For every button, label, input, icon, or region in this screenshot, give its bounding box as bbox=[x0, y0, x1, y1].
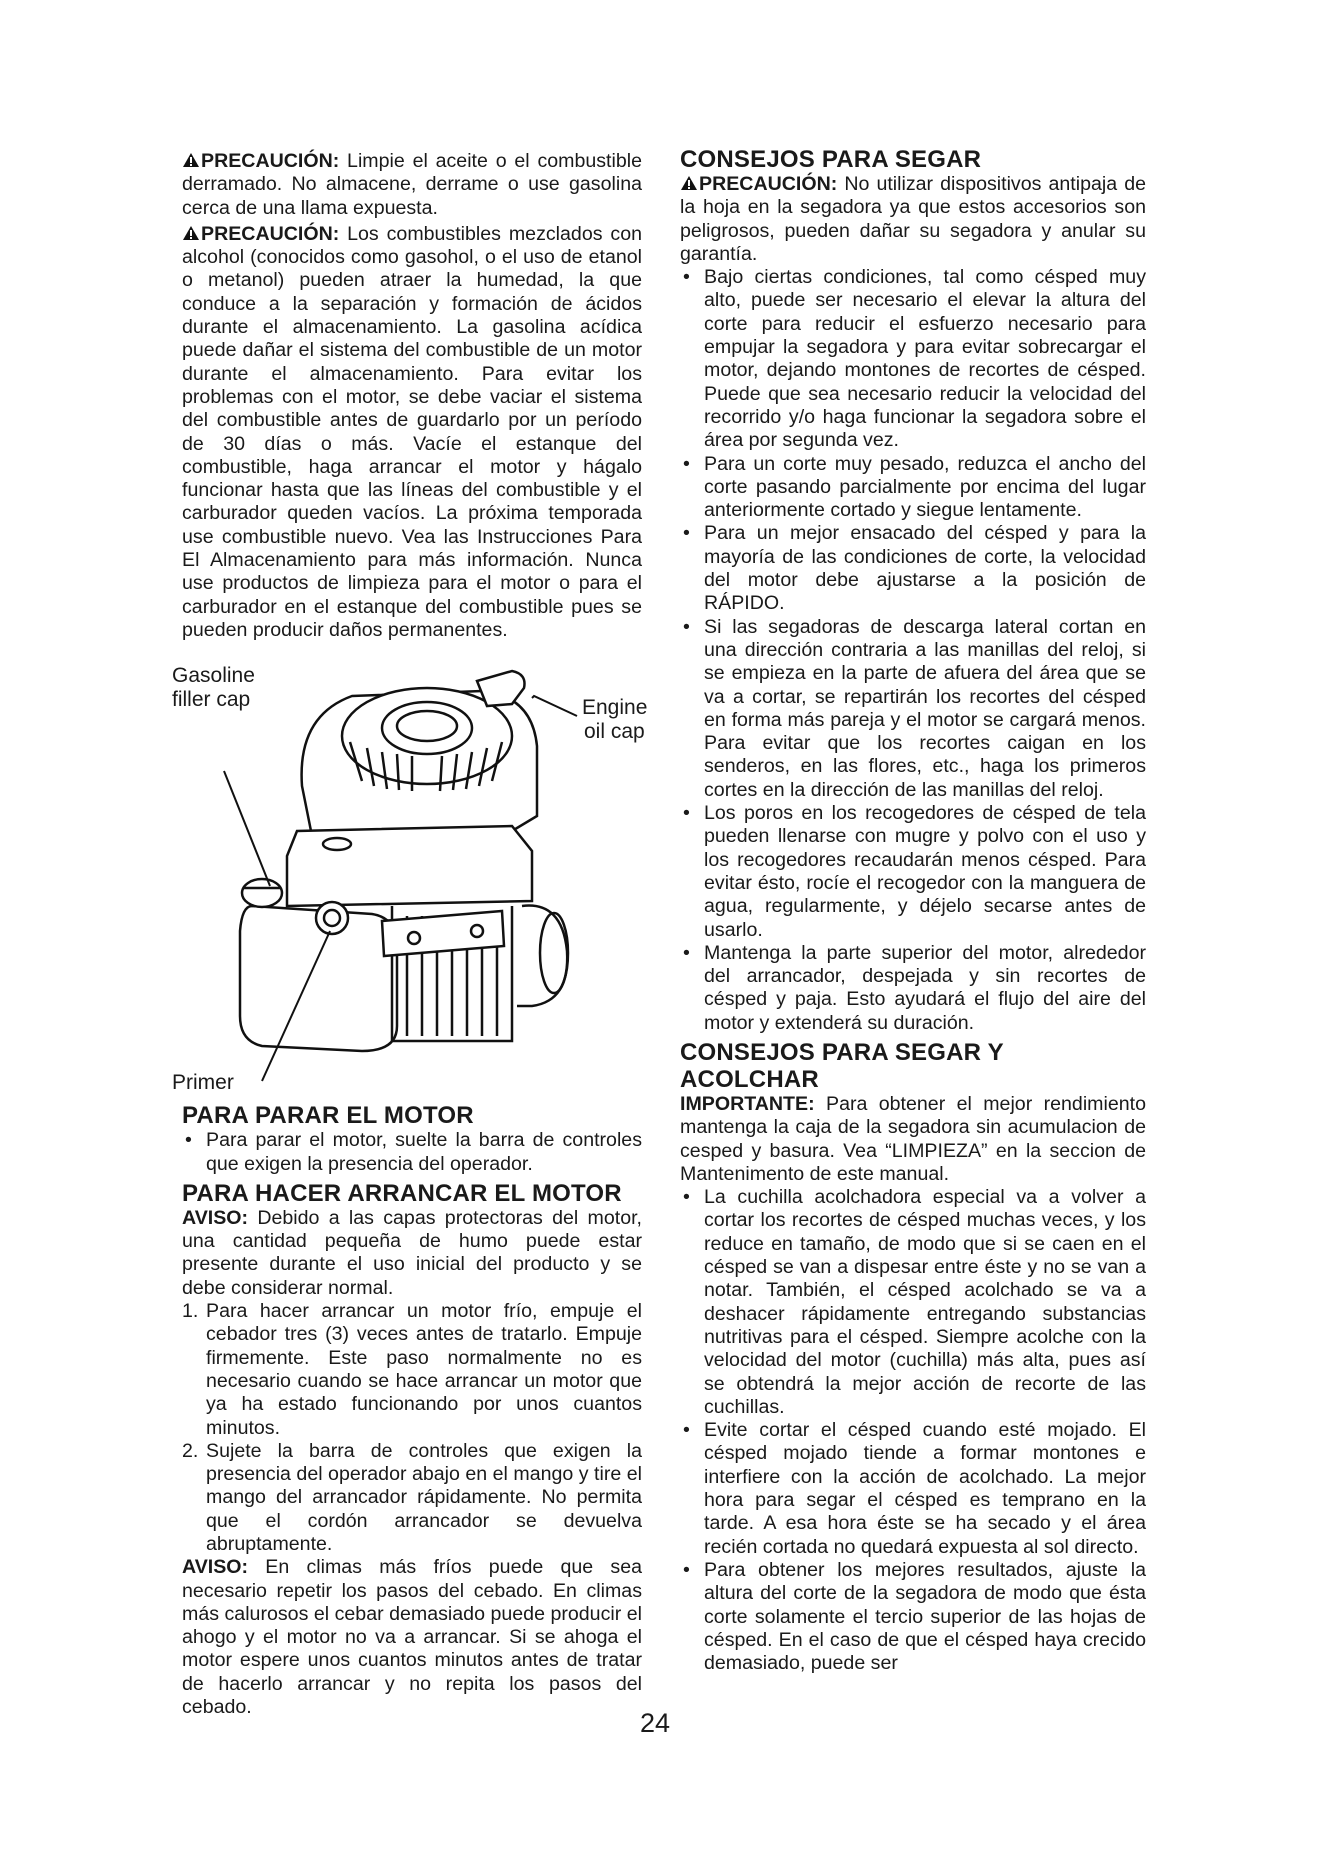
caution-paragraph-antiscalp bbox=[680, 173, 1146, 266]
step-number: 1. bbox=[182, 1300, 199, 1323]
aviso-paragraph-smoke bbox=[182, 1207, 642, 1300]
caution-text: Limpie el aceite o el combustible derramado. No almacene, derrame o use gasolina cerca de una llama expuesta. bbox=[182, 150, 642, 219]
aviso-label: AVISO: bbox=[182, 1206, 249, 1229]
list-item: • Si las segadoras de descarga lateral cortan en una dirección contraria a las manillas del reloj, si se empieza en la parte de afuera del área que se va a cortar, se repartirán los recortes del césped en forma más pareja y el motor se cargará menos. Para evitar que los recortes caigan en los senderos, en las flores, etc., haga los primeros cortes en la dirección de las manillas del reloj. bbox=[680, 616, 1146, 802]
engine-illustration bbox=[172, 656, 648, 1096]
stop-engine-list bbox=[182, 1129, 642, 1176]
caution-paragraph-spill bbox=[182, 150, 642, 220]
caution-label: PRECAUCIÓN: bbox=[201, 222, 340, 245]
stop-engine-heading: PARA PARAR EL MOTOR bbox=[182, 1102, 474, 1130]
caution-paragraph-alcohol-fuel bbox=[182, 223, 642, 642]
warning-icon bbox=[182, 225, 200, 241]
aviso-paragraph-cold bbox=[182, 1556, 642, 1719]
mowing-tips-list bbox=[680, 266, 1146, 1035]
caution-text: Los combustibles mezclados con alcohol (conocidos como gasohol, o el uso de etanol o metanol) pueden atraer la humedad, la que conduce a la separación y formación de ácidos durante el almacenamiento. La gasolina acídica puede dañar el sistema del combustible de un motor durante el almacenamiento. Para evitar los problemas con el motor, se debe vaciar el sistema del combustible antes de guardarlo por un período de 30 días o más. Vacíe el estanque del combustible, haga arrancar el motor y hágalo funcionar hasta que las líneas del combustible y el carburador queden vacíos. La próxima temporada use combustible nuevo. Vea las Instrucciones Para El Almacenamiento para más información. Nunca use productos de limpieza para el motor o para el carburador en el estanque del combustible pues se pueden producir daños permanentes. bbox=[182, 222, 642, 641]
importante-paragraph bbox=[680, 1093, 1146, 1186]
page-number: 24 bbox=[640, 1708, 671, 1738]
right-column bbox=[680, 146, 1146, 1675]
engine-oil-cap-label: Engine oil cap bbox=[582, 696, 648, 744]
step-text: Sujete la barra de controles que exigen la presencia del operador abajo en el mango y tire el mango del arrancador rápidamente. No permita que el cordón arrancador se devuelva abruptamente. bbox=[206, 1439, 642, 1555]
list-item: • Los poros en los recogedores de césped de tela pueden llenarse con mugre y polvo con el uso y los recogedores recaudarán menos césped. Para evitar ésto, rocíe el recogedor con la manguera de agua, regularmente, y déjelo secarse antes de usarlo. bbox=[680, 802, 1146, 942]
list-item bbox=[182, 1440, 642, 1556]
mowing-tips-heading: CONSEJOS PARA SEGAR bbox=[680, 146, 982, 173]
list-item: • La cuchilla acolchadora especial va a volver a cortar los recortes de césped muchas veces, y los reduce en tamaño, de modo que si se caen en el césped se van a dispesar entre éste y no se van a notar. También, el césped acolchado se va a deshacer rápidamente entregando substancias nutritivas para el césped. Siempre acolche con la velocidad del motor (cuchilla) más alta, pues así se obtendrá la mejor acción de recorte de las cuchillas. bbox=[680, 1186, 1146, 1419]
list-item: • Bajo ciertas condiciones, tal como césped muy alto, puede ser necesario el elevar la altura del corte para reducir el esfuerzo necesario para empujar la segadora y para evitar sobrecargar el motor, dejando montones de recortes de césped. Puede que sea necesario reducir la velocidad del recorrido y/o haga funcionar la segadora sobre el área por segunda vez. bbox=[680, 266, 1146, 452]
mulching-tips-heading: CONSEJOS PARA SEGAR Y ACOLCHAR bbox=[680, 1038, 1004, 1093]
mulching-tips-list bbox=[680, 1186, 1146, 1675]
engine-drawing bbox=[182, 656, 642, 1096]
list-item: • Para parar el motor, suelte la barra de controles que exigen la presencia del operador. bbox=[182, 1129, 642, 1176]
caution-label: PRECAUCIÓN: bbox=[201, 150, 340, 172]
aviso-text: Debido a las capas protectoras del motor, una cantidad pequeña de humo puede estar presente durante el uso inicial del producto y se debe considerar normal. bbox=[182, 1206, 642, 1299]
warning-icon bbox=[680, 175, 698, 191]
list-item: • Para un mejor ensacado del césped y para la mayoría de las condiciones de corte, la velocidad del motor debe ajustarse a la posición de RÁPIDO. bbox=[680, 522, 1146, 615]
caution-text: No utilizar dispositivos antipaja de la hoja en la segadora ya que estos accesorios son peligrosos, pueden dañar su segadora y anular su garantía. bbox=[680, 173, 1146, 265]
step-number: 2. bbox=[182, 1439, 199, 1462]
aviso-label: AVISO: bbox=[182, 1556, 249, 1579]
primer-label: Primer bbox=[172, 1071, 234, 1095]
list-item: • Para obtener los mejores resultados, ajuste la altura del corte de la segadora de modo que ésta corte solamente el tercio superior de las hojas de césped. En el caso de que el césped haya crecido demasiado, puede ser bbox=[680, 1559, 1146, 1675]
left-column bbox=[172, 150, 648, 1719]
importante-label: IMPORTANTE: bbox=[680, 1092, 815, 1115]
list-item: • Mantenga la parte superior del motor, alrededor del arrancador, despejada y sin recortes de césped y paja. Esto ayudará el flujo del aire del motor y extenderá su duración. bbox=[680, 942, 1146, 1035]
list-item: • Para un corte muy pesado, reduzca el ancho del corte pasando parcialmente por encima del lugar anteriormente cortado y siegue lentamente. bbox=[680, 453, 1146, 523]
step-text: Para hacer arrancar un motor frío, empuje el cebador tres (3) veces antes de tratarlo. Empuje firmemente. Este paso normalmente no es necesario cuando se hace arrancar un motor que ya ha estado funcionando por unos cuantos minutos. bbox=[206, 1300, 642, 1439]
gasoline-filler-cap-label: Gasoline filler cap bbox=[172, 664, 255, 712]
warning-icon bbox=[182, 152, 200, 168]
list-item: • Evite cortar el césped cuando esté mojado. El césped mojado tiende a formar montones e interfiere con la acción de acolchado. La mejor hora para segar el césped es temprano en la tarde. A esa hora éste se ha secado y el área recién cortada no quedará expuesta al sol directo. bbox=[680, 1419, 1146, 1559]
list-item bbox=[182, 1300, 642, 1440]
start-engine-heading: PARA HACER ARRANCAR EL MOTOR bbox=[182, 1179, 622, 1207]
start-steps-list bbox=[182, 1300, 642, 1556]
caution-label: PRECAUCIÓN: bbox=[699, 173, 838, 195]
importante-text: Para obtener el mejor rendimiento mantenga la caja de la segadora sin acumulacion de cesped y basura. Vea “LIMPIEZA” en la seccion de Mantenimento de este manual. bbox=[680, 1092, 1146, 1185]
aviso-text: En climas más fríos puede que sea necesario repetir los pasos del cebado. En climas más calurosos el cebar demasiado puede producir el ahogo y el motor no va a arrancar. Si se ahoga el motor espere unos cuantos minutos antes de tratar de hacerlo arrancar y no repita los pasos del cebado. bbox=[182, 1556, 642, 1719]
